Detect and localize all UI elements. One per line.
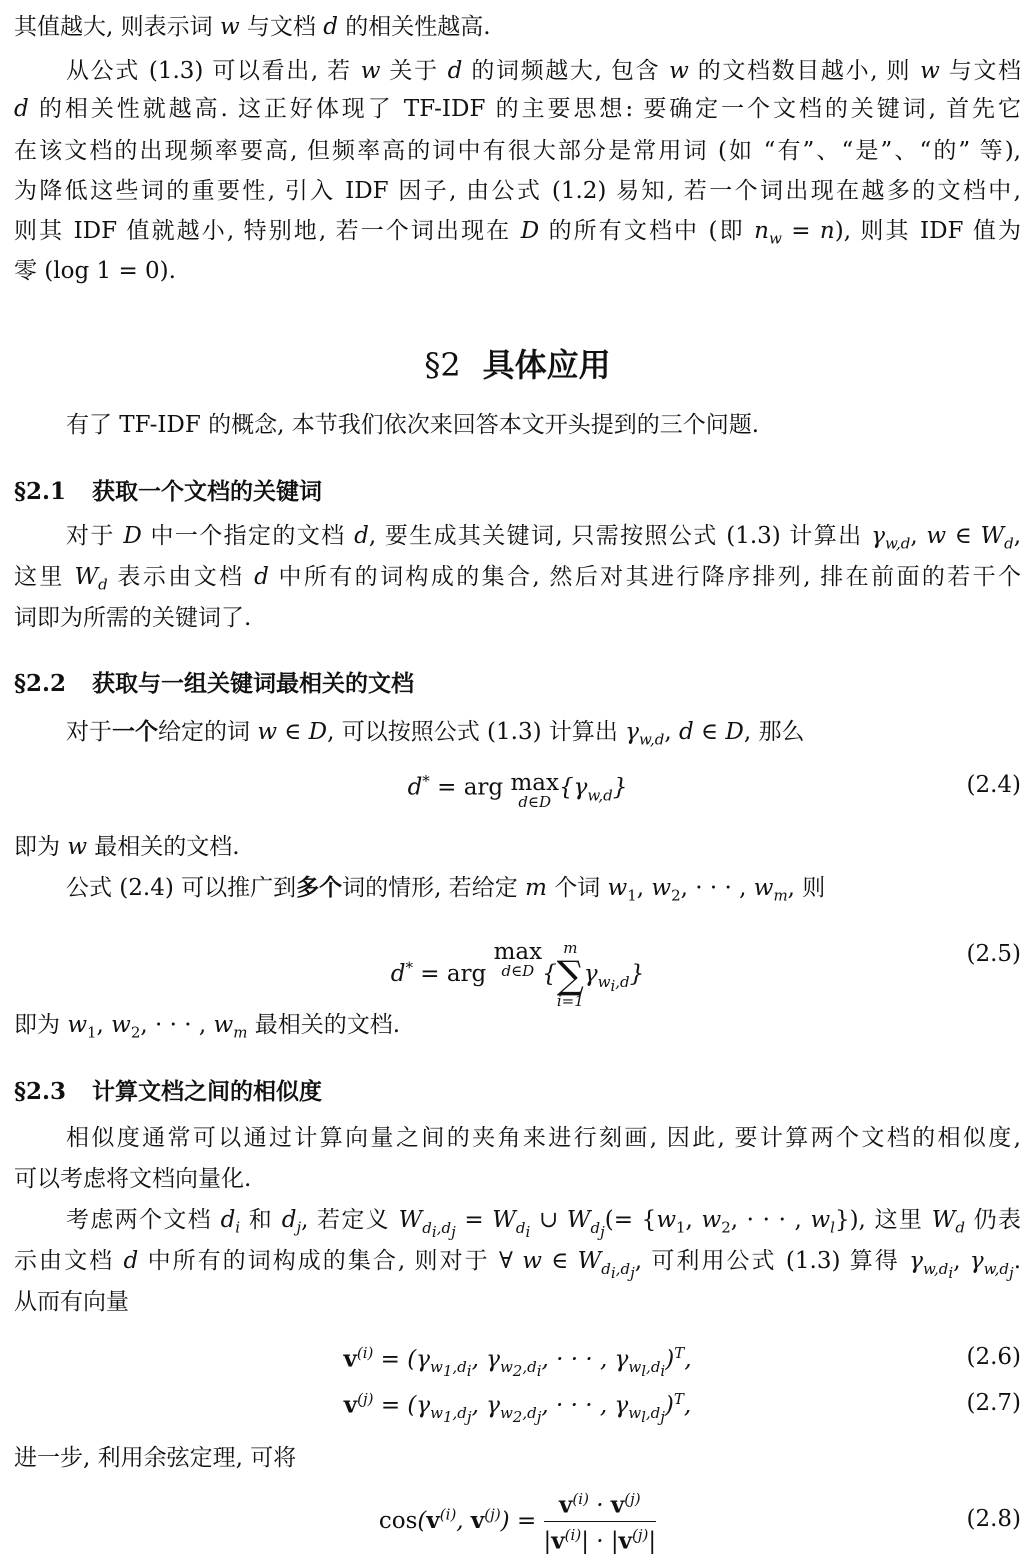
intro-line: 有了 TF-IDF 的概念, 本节我们依次来回答本文开头提到的三个问题.	[66, 412, 760, 438]
paragraph-line: 考虑两个文档 $d_i$ 和 $d_j$, 若定义 $W_{d_i,d_j} = W_{d_i}$ ∪ $W_{d_j}(= \{w_1$, $w_2$, · · · , $w_l$}), 这里 $W_d$ 仍表	[66, 1207, 1021, 1241]
subsection-heading	[14, 473, 322, 506]
subsection-number: §2.3	[14, 1078, 67, 1105]
paragraph-line: 这里 $W_d$ 表示由文档 d 中所有的词构成的集合, 然后对其进行降序排列, 排在前面的若干个	[14, 564, 1022, 594]
equation-2-7: $v^{(j)} = (\gamma_{w_1,d_j}$, $\gamma_{w_2,d_j}$, · · · , $\gamma_{w_l,d_j})^T$, (2.7)	[343, 1390, 1021, 1427]
paragraph-line: 从公式 (1.3) 可以看出, 若 w 关于 d 的词频越大, 包含 w 的文档数目越小, 则 w 与文档	[66, 58, 1022, 84]
subsection-number: §2.2	[14, 670, 67, 697]
paragraph-line: 零 (log 1 = 0).	[14, 258, 176, 284]
equation-number: (2.7)	[966, 1390, 1021, 1416]
paragraph-line: 词即为所需的关键词了.	[14, 605, 252, 631]
paragraph-line: 进一步, 利用余弦定理, 可将	[14, 1445, 297, 1471]
paragraph-line: 公式 (2.4) 可以推广到多个词的情形, 若给定 m 个词 $w_1$, $w_2$, · · · , $w_m$, 则	[66, 874, 826, 905]
equation-2-5: d* = arg max d∈D { m ∑ i=1 $\gamma_{w_i,d}$} (2.5)	[390, 939, 1021, 1010]
equation-number: (2.8)	[966, 1506, 1021, 1532]
equation-number: (2.5)	[966, 941, 1021, 967]
equation-2-8: $\cos(v^{(i)}$, $v^{(j)}$) = $\frac{v^{(i)} \cdot v^{(j)}}{|v^{(i)}| \cdot |v^{(j)}|}$ (2.8)	[378, 1490, 1021, 1555]
paragraph-line: 相似度通常可以通过计算向量之间的夹角来进行刻画, 因此, 要计算两个文档的相似度,	[66, 1125, 1021, 1151]
equation-number: (2.6)	[966, 1344, 1021, 1370]
subsection-title: 计算文档之间的相似度	[92, 1078, 323, 1105]
section-heading	[0, 340, 1035, 386]
subsection-number: §2.1	[14, 478, 67, 505]
subsection-heading	[14, 1073, 322, 1106]
paragraph-line: 从而有向量	[14, 1289, 129, 1315]
paragraph-line: 为降低这些词的重要性, 引入 IDF 因子, 由公式 (1.2) 易知, 若一个词出现在越多的文档中,	[14, 178, 1021, 204]
paragraph-line: 即为 $w_1$, $w_2$, · · · , $w_m$ 最相关的文档.	[14, 1012, 401, 1042]
section-title: 具体应用	[482, 346, 611, 384]
section-number: §2	[424, 346, 461, 384]
subsection-title: 获取与一组关键词最相关的文档	[92, 670, 415, 697]
paragraph-line: 可以考虑将文档向量化.	[14, 1166, 252, 1192]
paragraph-line: 对于一个给定的词 w ∈ D, 可以按照公式 (1.3) 计算出 $\gamma_{w,d}$, d ∈ D, 那么	[66, 718, 805, 749]
equation-number: (2.4)	[966, 772, 1021, 798]
subsection-title: 获取一个文档的关键词	[92, 478, 323, 505]
paragraph-line: 示由文档 d 中所有的词构成的集合, 则对于 ∀ w ∈ $W_{d_i,d_j}$, 可利用公式 (1.3) 算得 $\gamma_{w,d_i}$, $\gamma_{w,d_j}$.	[14, 1248, 1021, 1282]
paragraph-line: 则其 IDF 值就越小, 特别地, 若一个词出现在 D 的所有文档中 (即 $n_w = n$), 则其 IDF 值为	[14, 218, 1021, 248]
paragraph-line: 对于 D 中一个指定的文档 d, 要生成其关键词, 只需按照公式 (1.3) 计算出 $\gamma_{w,d}$, w ∈ $W_d$,	[66, 523, 1022, 553]
paragraph-line: d 的相关性就越高. 这正好体现了 TF-IDF 的主要思想: 要确定一个文档的关键词, 首先它	[14, 96, 1021, 122]
paragraph-line: 其值越大, 则表示词 w 与文档 d 的相关性越高.	[14, 14, 491, 40]
paragraph-line: 即为 w 最相关的文档.	[14, 834, 240, 860]
equation-2-6: $v^{(i)} = (\gamma_{w_1,d_i}$, $\gamma_{w_2,d_i}$, · · · , $\gamma_{w_l,d_i})^T$, (2.6)	[343, 1344, 1021, 1381]
paragraph-line: 在该文档的出现频率要高, 但频率高的词中有很大部分是常用词 (如 “有”、“是”、“的” 等),	[14, 138, 1021, 164]
equation-2-4: d* = arg max d∈D $\{\gamma_{w,d}\}$ (2.4)	[407, 770, 1021, 811]
subsection-heading	[14, 665, 414, 698]
